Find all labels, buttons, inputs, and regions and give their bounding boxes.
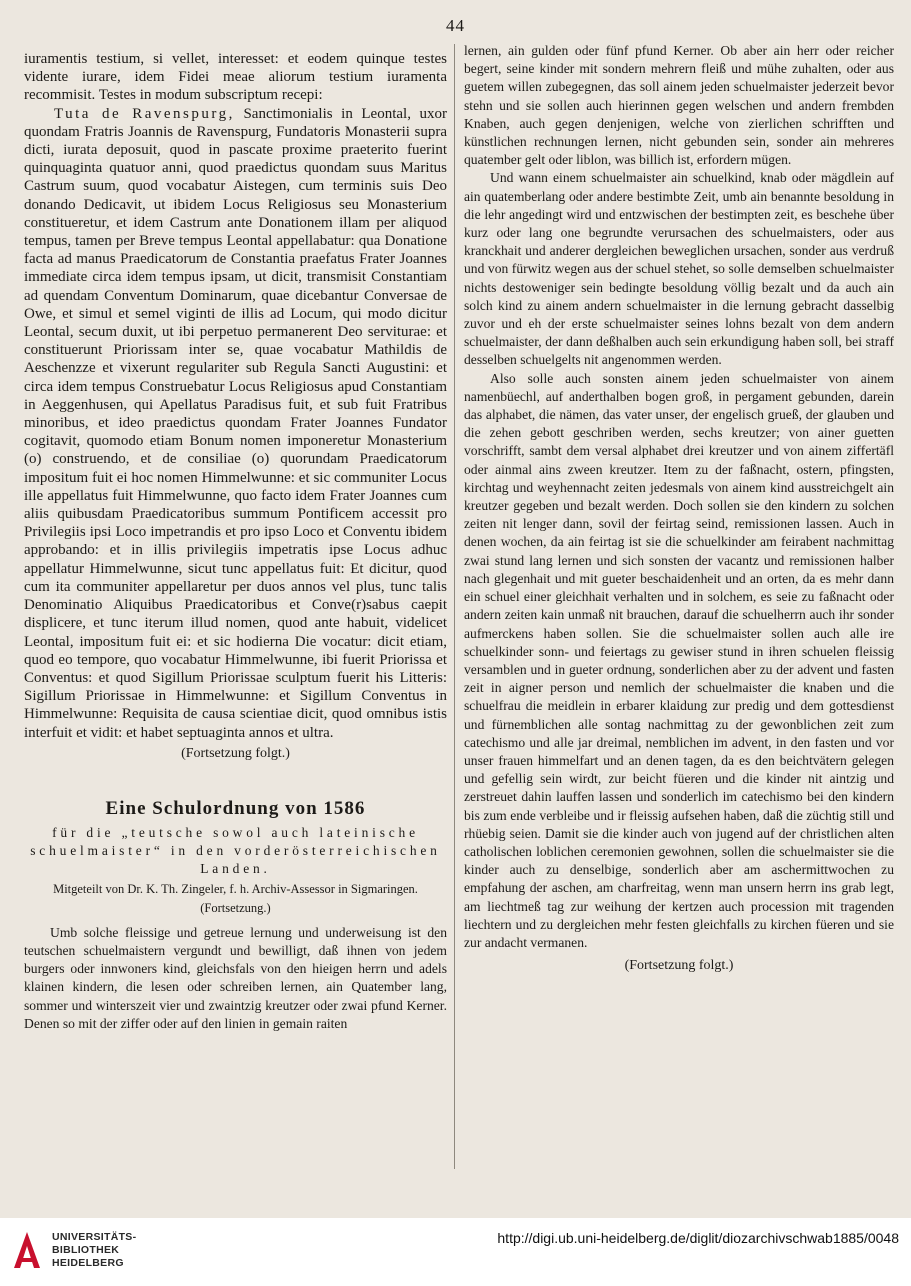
- library-name: [52, 1231, 136, 1270]
- article-subheading: für die „teutsche sowol auch lateinische schuelmaister“ in den vorderösterreichischen Landen.: [30, 824, 441, 876]
- witness-name: Tuta de Ravenspurg,: [54, 105, 235, 122]
- german-paragraph-right-1: lernen, ain gulden oder fünf pfund Kerner. Ob aber ain herr oder reicher begert, seine kinder mit sondern mehrern fleiß und mühe zuhalten, oder aus guetem willen zubegegnen, das soll ainem jeden schuelmaister jederzeit bevor stehn und sie sollen auch hierinnen gegen welschen und andern frembden Knaben, auch gegen denjenigen, welche von zierlichen schrifften und künstlichen rechnungen lernen, nicht gebunden sein, sonder ain mehreres quatember gelt oder liblon, was billich ist, erfordern mügen.: [464, 43, 894, 168]
- article-credit: Mitgeteilt von Dr. K. Th. Zingeler, f. h. Archiv-Assessor in Sigmaringen.: [53, 881, 418, 896]
- left-column: [24, 50, 447, 1170]
- continuation-note-left: (Fortsetzung folgt.): [181, 745, 290, 761]
- university-library-logo-icon: [10, 1228, 44, 1274]
- library-name-line-1: UNIVERSITÄTS-: [52, 1231, 137, 1243]
- library-name-line-2: BIBLIOTHEK: [52, 1244, 120, 1256]
- article-credit-note: (Fortsetzung.): [200, 900, 271, 915]
- witness-testimony: Sanctimonialis in Leontal, uxor quondam Fratris Joannis de Ravenspurg, Fundatoris Monasterii supra dicti, iurata deposuit, quod in pascate proxime praeterito fuerint quinquaginta quatuor anni, quod praedictus quondam suus Maritus Castrum suum, quod vocabatur Aistegen, cum terminis suis Deo donando Dedicavit, ut ibidem Locus Religiosus seu Monasterium constitueretur, et idem Castrum ante Donationem illam per aliquod tempus, tamen per Breve tempus Leontal appellabatur: qua Donatione facta ad manus Praedicatorum de Constantia praefatus Frater Joannes immediate circa idem tempus ipsam, ut dicit, transmisit Constantiam ad quendam Conventum Dominarum, quae dicebantur Conversae de Owe, et simul et semel viginti de illis ad Locum, qui modo dicitur Leontal, secum duxit, ut ibi perpetuo permanerent Deo serviturae: et constituerunt Priorissam inter se, quae vocabatur Mathildis de Aeschenzze et vixerunt regulariter sub Regula Sancti Augustini: et circa idem tempus Construebatur Locus Religiosus apud Constantiam in Aeggenhusen, qui Apellatus Paradisus fuit, et sub fuit Fratribus minoribus, et ideo praedictus quondam Frater Joannes Fundator cogitavit, quomodo etiam Bonum nomen imponeretur Monasterium (o) construendo, et de consiliae (o) quorundam Praedicatorum impositum fuit ei hoc nomen Himmelwunne: et sic communiter Locus ille appellatus fuit Himmelwunne, quo facto idem Frater Joannes cum aliis quibusdam Praedicatoribus summum Pontificem accessit pro Privilegiis ipsi Loco impetrandis et pro ipso Loco et Conventu ibidem approbando: et in illis privilegiis impetratis ipse Locus adhuc appellatur Himmelwunne, sicut tunc appellatus fuit: Et dicitur, quod cum ita communiter appellaretur per duos annos vel plus, tunc talis Denominatio Aliquibus Praedicatoribus et Conve(r)sabus caepit displicere, et tunc iterum illud nomen, quod ante habuit, videlicet Leontal, impositum fuit ei: et sic hodierna Die vocatur: dicit etiam, quod eo tempore, quo vocabatur Himmelwunne, ibi fuerit Priorissa et Conventus: et quod Sigillum Priorissae sculptum fuerit his Litteris: Sigillum Priorissae in Himmelwunne: et Sigillum Conventus in Himmelwunne: Requisita de causa scientiae dicit, quod omnibus istis interfuit et vidit: et habet septuaginta annos et ultra.: [24, 105, 447, 741]
- column-divider: [454, 44, 455, 1169]
- latin-paragraph-1: iuramentis testium, si vellet, interesset: et eodem quinque testes vidente iurare, idem Fidei meae aliorum testium iuramenta recommisit. Testes in modum subscriptum recepi:: [24, 51, 447, 104]
- german-paragraph-left: Umb solche fleissige und getreue lernung und underweisung ist den teutschen schuelmaistern vergundt und bewilligt, daß ihnen von jedem burgers oder innwoners kind, gleichsfals von den hieigen herrn und adels klainen kindern, die lesen oder schreiben lernen, ain Quatember lang, sommer und winterszeit vier und zwaintzig kreutzer oder zwai pfund Kerner. Denen so mit der ziffer oder auf den linien in gemain raiten: [24, 924, 447, 1031]
- source-url-link[interactable]: http://digi.ub.uni-heidelberg.de/diglit/diozarchivschwab1885/0048: [497, 1230, 899, 1246]
- latin-paragraph-2: [24, 105, 447, 742]
- article-heading: Eine Schulordnung von 1586: [105, 797, 366, 819]
- german-paragraph-right-2: Und wann einem schuelmaister ain schuelkind, knab oder mägdlein auf ain quatemberlang oder andere bestimbte Zeit, umb ain benannte besoldung in die lehr angedingt wird und entzwischen der bestimpten zeit, es beschehe über kurz oder lang one begrundte verursachen des schuelmaisters, oder aus kranckhait und anderer dergleichen beweglichen ursachen, sonder aus verdruß und von fürwitz wegen aus der schuel stehet, so solle demselben schuelmaister nichts destoweniger sein bedingte besoldung völlig bezalt und da auch ain solch kind zu ainem andern schuelmaister in die lernung gebracht dasselbig zuvor und eh der erste schuelmaister seines lohns bezalt von dem andern schuelmaister, der dann deßhalben auch sein erkundigung haben soll, bei straff desselben schuelgelts nit angenommen werden.: [464, 170, 894, 368]
- footer-bar: [0, 1218, 911, 1286]
- continuation-note-right: (Fortsetzung folgt.): [624, 958, 734, 974]
- library-name-line-3: HEIDELBERG: [52, 1257, 124, 1269]
- german-paragraph-right-3: Also solle auch sonsten ainem jeden schuelmaister von ainem namenbüechl, auf anderthalben bogen groß, in pergament gebunden, darein das alphabet, die nämen, das vater unser, der engelisch grueß, der glauben und die zehen gebott geschriben werden, sechs kreutzer; von ainer guetten vorschrifft, sambt dem versal alphabet drei kreutzer und von ainem ziffertäfl oder ainmal ains zween kreutzer. Item zu der faßnacht, ostern, pfingsten, kirchtag und weyhennacht zeiten jedesmals von ainem kind ausstreichgelt ain kreutzer gegeben und bezalt werden. Doch sollen sie den kindern zu solchen zeiten nit lenger dann, sovil der feirtag seind, remissionen lassen. Auch in denen wochen, da ain feirtag ist sie die schuelkinder am feirabent nachmittag zwai stund lang lernen und sich sonsten der vacantz und remissionen halber nach glegenhait und mit gueter beschaidenheit und an orten, da es mehr dann ein schuel einer gleichhait verhalten und in solchem, es seie zu faßnacht oder andern zeiten kain unmaß nit brauchen, darauf die schuelherrn auch ihr sonder aufmerckens haben sollen. Sie die schuelmaister sollen auch alle ire schuelkinder sonn- und feiertags zu gewiser stund in ihren schuelen fleissig versamblen und in gueter ordnung, sonderlichen aber zu der advent und fasten zeit in aigner person und nemlich der schuelmaister die knaben und die schuelfrau die meidlein in erbarer klaidung zur predig und dem gottesdienst und fürnemblichen alle sontag nachmittag zu der gewonblichen zeit zum catechismo und alle jar dreimal, nemblichen im advent, in den fasten und vor unser frauen himmelfart und an denen tagen, da es den beichtvätern gelegen und gefellig sein wirdt, zur beicht füeren und die kinder nit aintzig und zerstreuet dahin lauffen lassen und sonderlich im catechismo bei den kindern bis zum ende verbleibe und ir fleissig aufsehen haben, daß die züchtig still und rhüebig seien. Damit sie die kinder auch von jugend auf der christlichen alten catholischen loblichen ceremonien gewohnen, sollen die schuelmaister sie die kinder auch zu denselbige, sonderlich aber am aschermittwochen zu empfahung der aschen, am charfreitag, wenn man unsern herrn ins grab legt, am liechtmeß tag zur weihung der kertzen auch procession mit tragenden liechtern und zu dergleichen mehr festen gleichfalls zu kirchen füeren und sie zur andacht vermanen.: [464, 370, 894, 950]
- page-number: 44: [446, 16, 465, 35]
- right-column: [464, 42, 894, 1170]
